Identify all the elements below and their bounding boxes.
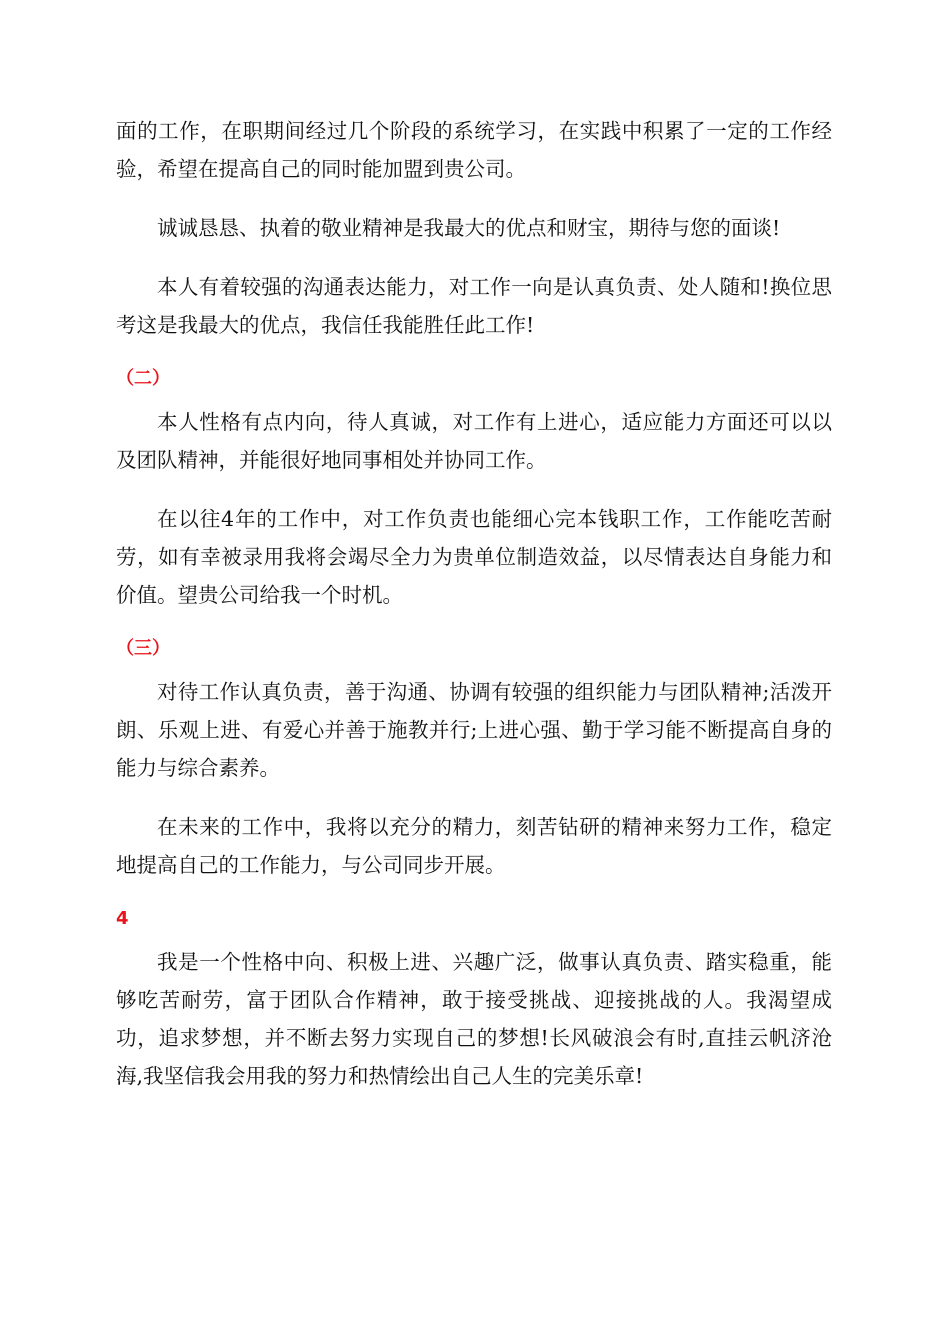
section-heading-3: （三）: [116, 638, 170, 659]
paragraph: 诚诚恳恳、执着的敬业精神是我最大的优点和财宝，期待与您的面谈!: [157, 216, 781, 240]
paragraph: 我是一个性格中向、积极上进、兴趣广泛，做事认真负责、踏实稳重，能够吃苦耐劳，富于团队合作精神，敢于接受挑战、迎接挑战的人。我渴望成功，追求梦想，并不断去努力实现自己的梦想!长风破浪会有时,直挂云帆济沧海,我坚信我会用我的努力和热情绘出自己人生的完美乐章!: [116, 950, 832, 1088]
paragraph: 在未来的工作中，我将以充分的精力，刻苦钻研的精神来努力工作，稳定地提高自己的工作能力，与公司同步开展。: [116, 815, 832, 877]
section-heading-4: 4: [116, 908, 129, 929]
paragraph: 本人有着较强的沟通表达能力，对工作一向是认真负责、处人随和!换位思考这是我最大的优点，我信任我能胜任此工作!: [116, 275, 832, 337]
paragraph: 本人性格有点内向，待人真诚，对工作有上进心，适应能力方面还可以以及团队精神，并能很好地同事相处并协同工作。: [116, 410, 832, 472]
paragraph: 对待工作认真负责，善于沟通、协调有较强的组织能力与团队精神;活泼开朗、乐观上进、有爱心并善于施教并行;上进心强、勤于学习能不断提高自身的能力与综合素养。: [116, 680, 832, 780]
document-body: [116, 112, 832, 1116]
paragraph-continuation: 面的工作，在职期间经过几个阶段的系统学习，在实践中积累了一定的工作经验，希望在提高自己的同时能加盟到贵公司。: [116, 119, 832, 181]
section-heading-2: （二）: [116, 368, 170, 389]
paragraph: 在以往4年的工作中，对工作负责也能细心完本钱职工作，工作能吃苦耐劳，如有幸被录用我将会竭尽全力为贵单位制造效益，以尽情表达自身能力和价值。望贵公司给我一个时机。: [116, 507, 832, 607]
